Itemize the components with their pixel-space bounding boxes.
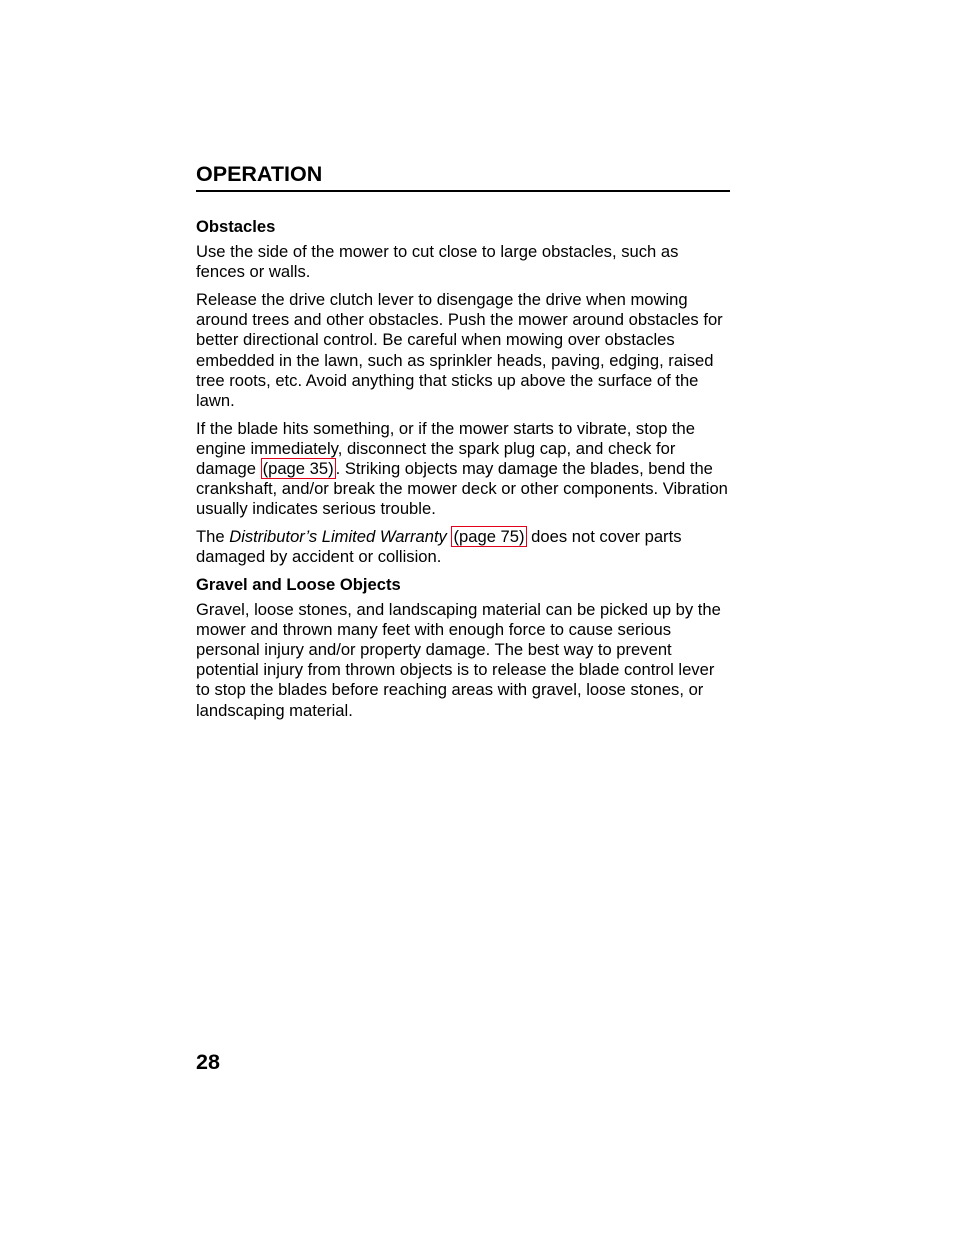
- section-title: OPERATION: [196, 162, 323, 186]
- warranty-title: Distributor’s Limited Warranty: [229, 527, 447, 547]
- page-number: 28: [196, 1050, 220, 1074]
- section-divider: [196, 190, 730, 192]
- paragraph-text: The: [196, 527, 230, 547]
- obstacles-paragraph-4: [196, 527, 730, 567]
- gravel-paragraph-1: Gravel, loose stones, and landscaping material can be picked up by the mower and thrown many feet with enough force to cause serious personal injury and/or property damage. The best way to prevent potential injury from thrown objects is to release the blade control lever to stop the blades before reaching areas with gravel, loose stones, or landscaping material.: [196, 599, 721, 720]
- page-content: [196, 159, 730, 721]
- paragraph-text: does not cover parts damaged by accident or collision.: [196, 527, 682, 567]
- obstacles-heading: Obstacles: [196, 217, 276, 236]
- page-35-link[interactable]: (page 35): [262, 459, 334, 479]
- gravel-heading: Gravel and Loose Objects: [196, 574, 401, 594]
- obstacles-paragraph-1: Use the side of the mower to cut close to large obstacles, such as fences or walls.: [196, 242, 679, 282]
- obstacles-paragraph-3: [196, 419, 730, 520]
- page-75-link[interactable]: (page 75): [453, 527, 525, 547]
- paragraph-text: If the blade hits something, or if the mower starts to vibrate, stop the engine immediately, disconnect the spark plug cap, and check for damage: [196, 418, 695, 479]
- paragraph-text: . Striking objects may damage the blades, bend the crankshaft, and/or break the mower deck or other components. Vibration usually indicates serious trouble.: [196, 459, 728, 519]
- obstacles-paragraph-2: Release the drive clutch lever to disengage the drive when mowing around trees and other obstacles. Push the mower around obstacles for better directional control. Be careful when mowing over obstacles embedded in the lawn, such as sprinkler heads, paving, edging, raised tree roots, etc. Avoid anything that sticks up above the surface of the lawn.: [196, 289, 723, 410]
